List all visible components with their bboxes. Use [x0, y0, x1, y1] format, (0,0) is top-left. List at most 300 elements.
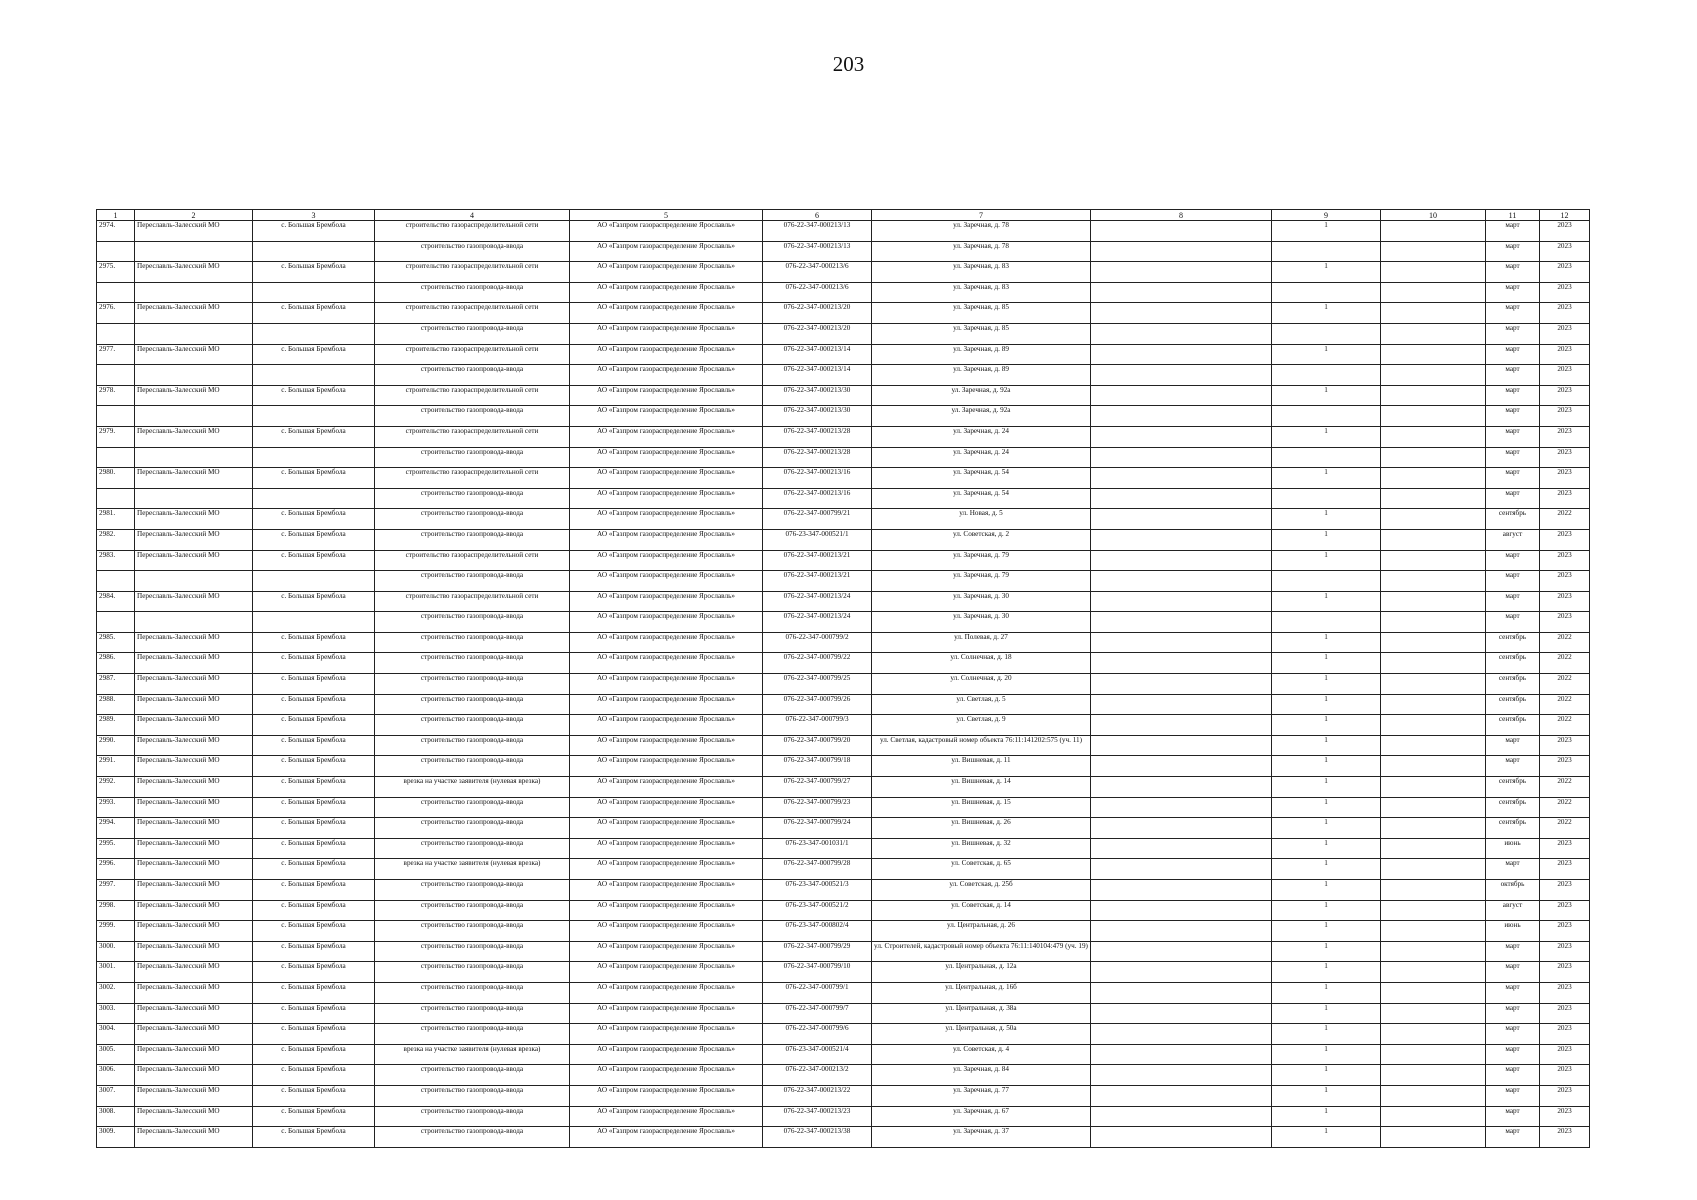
municipality: Переславль-Залесский МО — [135, 1024, 253, 1045]
settlement: с. Большая Брембола — [253, 777, 375, 798]
empty-cell — [1381, 900, 1486, 921]
contract-number: 076-22-347-000213/6 — [763, 282, 872, 303]
empty-cell — [1381, 406, 1486, 427]
organization: АО «Газпром газораспределение Ярославль» — [570, 365, 763, 386]
municipality: Переславль-Залесский МО — [135, 653, 253, 674]
empty-cell — [1381, 777, 1486, 798]
organization: АО «Газпром газораспределение Ярославль» — [570, 385, 763, 406]
month: сентябрь — [1486, 777, 1540, 798]
contract-number: 076-22-347-000213/20 — [763, 303, 872, 324]
empty-cell — [1091, 1044, 1272, 1065]
row-number: 2981. — [97, 509, 135, 530]
organization: АО «Газпром газораспределение Ярославль» — [570, 303, 763, 324]
organization: АО «Газпром газораспределение Ярославль» — [570, 262, 763, 283]
quantity — [1272, 406, 1381, 427]
organization: АО «Газпром газораспределение Ярославль» — [570, 323, 763, 344]
settlement: с. Большая Брембола — [253, 941, 375, 962]
quantity — [1272, 612, 1381, 633]
work-type: строительство газораспределительной сети — [375, 385, 570, 406]
organization: АО «Газпром газораспределение Ярославль» — [570, 694, 763, 715]
row-number: 2975. — [97, 262, 135, 283]
month: март — [1486, 591, 1540, 612]
year: 2023 — [1540, 1044, 1590, 1065]
empty-cell — [1381, 591, 1486, 612]
empty-cell — [1091, 921, 1272, 942]
table-row — [97, 447, 1590, 468]
work-type: строительство газопровода-ввода — [375, 1106, 570, 1127]
organization: АО «Газпром газораспределение Ярославль» — [570, 1127, 763, 1148]
table-row — [97, 323, 1590, 344]
year: 2023 — [1540, 941, 1590, 962]
column-header: 11 — [1486, 210, 1540, 221]
settlement: с. Большая Брембола — [253, 900, 375, 921]
organization: АО «Газпром газораспределение Ярославль» — [570, 921, 763, 942]
contract-number: 076-23-347-001031/1 — [763, 838, 872, 859]
year: 2023 — [1540, 612, 1590, 633]
address: ул. Центральная, д. 50а — [872, 1024, 1091, 1045]
settlement — [253, 241, 375, 262]
contract-number: 076-22-347-000213/23 — [763, 1106, 872, 1127]
work-type: строительство газораспределительной сети — [375, 344, 570, 365]
work-type: строительство газопровода-ввода — [375, 900, 570, 921]
month: август — [1486, 529, 1540, 550]
organization: АО «Газпром газораспределение Ярославль» — [570, 571, 763, 592]
address: ул. Вишневая, д. 32 — [872, 838, 1091, 859]
empty-cell — [1381, 365, 1486, 386]
empty-cell — [1381, 1003, 1486, 1024]
settlement: с. Большая Брембола — [253, 674, 375, 695]
contract-number: 076-23-347-000521/1 — [763, 529, 872, 550]
address: ул. Заречная, д. 92а — [872, 406, 1091, 427]
row-number: 2991. — [97, 756, 135, 777]
table-row — [97, 262, 1590, 283]
municipality — [135, 612, 253, 633]
quantity: 1 — [1272, 1003, 1381, 1024]
month: март — [1486, 941, 1540, 962]
quantity: 1 — [1272, 426, 1381, 447]
row-number: 2990. — [97, 735, 135, 756]
table-row — [97, 221, 1590, 242]
month: март — [1486, 323, 1540, 344]
organization: АО «Газпром газораспределение Ярославль» — [570, 591, 763, 612]
table-row — [97, 859, 1590, 880]
quantity: 1 — [1272, 653, 1381, 674]
empty-cell — [1091, 241, 1272, 262]
organization: АО «Газпром газораспределение Ярославль» — [570, 1024, 763, 1045]
work-type: строительство газопровода-ввода — [375, 921, 570, 942]
quantity: 1 — [1272, 385, 1381, 406]
work-type: строительство газопровода-ввода — [375, 1024, 570, 1045]
month: сентябрь — [1486, 818, 1540, 839]
row-number: 3008. — [97, 1106, 135, 1127]
table-row — [97, 385, 1590, 406]
municipality: Переславль-Залесский МО — [135, 591, 253, 612]
column-header: 4 — [375, 210, 570, 221]
settlement: с. Большая Брембола — [253, 385, 375, 406]
empty-cell — [1091, 632, 1272, 653]
month: сентябрь — [1486, 509, 1540, 530]
address: ул. Центральная, д. 12а — [872, 962, 1091, 983]
year: 2023 — [1540, 962, 1590, 983]
year: 2023 — [1540, 982, 1590, 1003]
organization: АО «Газпром газораспределение Ярославль» — [570, 777, 763, 798]
year: 2023 — [1540, 221, 1590, 242]
table-row — [97, 488, 1590, 509]
month: сентябрь — [1486, 674, 1540, 695]
data-table — [96, 209, 1590, 1148]
year: 2023 — [1540, 323, 1590, 344]
contract-number: 076-22-347-000799/26 — [763, 694, 872, 715]
row-number: 2979. — [97, 426, 135, 447]
organization: АО «Газпром газораспределение Ярославль» — [570, 982, 763, 1003]
municipality: Переславль-Залесский МО — [135, 674, 253, 695]
settlement: с. Большая Брембола — [253, 818, 375, 839]
address: ул. Заречная, д. 54 — [872, 488, 1091, 509]
table-row — [97, 529, 1590, 550]
table-row — [97, 591, 1590, 612]
table-row — [97, 468, 1590, 489]
quantity: 1 — [1272, 674, 1381, 695]
contract-number: 076-22-347-000213/28 — [763, 447, 872, 468]
address: ул. Центральная, д. 38а — [872, 1003, 1091, 1024]
empty-cell — [1381, 880, 1486, 901]
empty-cell — [1381, 694, 1486, 715]
contract-number: 076-22-347-000213/13 — [763, 241, 872, 262]
contract-number: 076-22-347-000799/6 — [763, 1024, 872, 1045]
address: ул. Заречная, д. 77 — [872, 1085, 1091, 1106]
organization: АО «Газпром газораспределение Ярославль» — [570, 756, 763, 777]
work-type: строительство газопровода-ввода — [375, 941, 570, 962]
column-header: 7 — [872, 210, 1091, 221]
empty-cell — [1091, 303, 1272, 324]
month: март — [1486, 426, 1540, 447]
empty-cell — [1091, 1085, 1272, 1106]
empty-cell — [1381, 941, 1486, 962]
settlement: с. Большая Брембола — [253, 859, 375, 880]
column-header: 6 — [763, 210, 872, 221]
empty-cell — [1381, 1106, 1486, 1127]
empty-cell — [1091, 344, 1272, 365]
column-header: 12 — [1540, 210, 1590, 221]
empty-cell — [1091, 653, 1272, 674]
empty-cell — [1091, 406, 1272, 427]
work-type: строительство газопровода-ввода — [375, 1085, 570, 1106]
address: ул. Заречная, д. 79 — [872, 571, 1091, 592]
quantity: 1 — [1272, 1127, 1381, 1148]
row-number — [97, 406, 135, 427]
contract-number: 076-22-347-000799/28 — [763, 859, 872, 880]
row-number: 2976. — [97, 303, 135, 324]
contract-number: 076-22-347-000799/29 — [763, 941, 872, 962]
organization: АО «Газпром газораспределение Ярославль» — [570, 735, 763, 756]
month: март — [1486, 1044, 1540, 1065]
organization: АО «Газпром газораспределение Ярославль» — [570, 406, 763, 427]
empty-cell — [1381, 468, 1486, 489]
row-number: 2999. — [97, 921, 135, 942]
year: 2023 — [1540, 1024, 1590, 1045]
row-number — [97, 241, 135, 262]
contract-number: 076-22-347-000799/25 — [763, 674, 872, 695]
row-number — [97, 488, 135, 509]
work-type: строительство газопровода-ввода — [375, 571, 570, 592]
empty-cell — [1091, 1024, 1272, 1045]
work-type: строительство газопровода-ввода — [375, 406, 570, 427]
work-type: строительство газопровода-ввода — [375, 632, 570, 653]
settlement — [253, 612, 375, 633]
month: июнь — [1486, 838, 1540, 859]
organization: АО «Газпром газораспределение Ярославль» — [570, 715, 763, 736]
settlement — [253, 323, 375, 344]
settlement: с. Большая Брембола — [253, 529, 375, 550]
quantity: 1 — [1272, 880, 1381, 901]
table-row — [97, 241, 1590, 262]
empty-cell — [1381, 344, 1486, 365]
empty-cell — [1381, 509, 1486, 530]
work-type: строительство газопровода-ввода — [375, 447, 570, 468]
table-row — [97, 1003, 1590, 1024]
row-number: 3007. — [97, 1085, 135, 1106]
address: ул. Заречная, д. 37 — [872, 1127, 1091, 1148]
contract-number: 076-22-347-000799/1 — [763, 982, 872, 1003]
contract-number: 076-22-347-000799/20 — [763, 735, 872, 756]
empty-cell — [1091, 1003, 1272, 1024]
municipality: Переславль-Залесский МО — [135, 797, 253, 818]
quantity: 1 — [1272, 859, 1381, 880]
table-row — [97, 1044, 1590, 1065]
municipality: Переславль-Залесский МО — [135, 1044, 253, 1065]
municipality: Переславль-Залесский МО — [135, 221, 253, 242]
month: март — [1486, 962, 1540, 983]
year: 2022 — [1540, 653, 1590, 674]
address: ул. Строителей, кадастровый номер объекта 76:11:140104:479 (уч. 19) — [872, 941, 1091, 962]
address: ул. Заречная, д. 78 — [872, 241, 1091, 262]
year: 2023 — [1540, 921, 1590, 942]
month: март — [1486, 447, 1540, 468]
contract-number: 076-22-347-000799/22 — [763, 653, 872, 674]
municipality — [135, 406, 253, 427]
column-header: 9 — [1272, 210, 1381, 221]
contract-number: 076-22-347-000213/21 — [763, 571, 872, 592]
municipality: Переславль-Залесский МО — [135, 756, 253, 777]
row-number: 2992. — [97, 777, 135, 798]
settlement: с. Большая Брембола — [253, 921, 375, 942]
table-row — [97, 426, 1590, 447]
organization: АО «Газпром газораспределение Ярославль» — [570, 1085, 763, 1106]
settlement: с. Большая Брембола — [253, 344, 375, 365]
address: ул. Светлая, д. 5 — [872, 694, 1091, 715]
month: март — [1486, 612, 1540, 633]
work-type: строительство газопровода-ввода — [375, 694, 570, 715]
quantity: 1 — [1272, 632, 1381, 653]
empty-cell — [1381, 756, 1486, 777]
empty-cell — [1381, 612, 1486, 633]
settlement: с. Большая Брембола — [253, 694, 375, 715]
settlement: с. Большая Брембола — [253, 550, 375, 571]
municipality: Переславль-Залесский МО — [135, 962, 253, 983]
month: октябрь — [1486, 880, 1540, 901]
year: 2023 — [1540, 756, 1590, 777]
row-number: 3006. — [97, 1065, 135, 1086]
empty-cell — [1381, 241, 1486, 262]
quantity — [1272, 571, 1381, 592]
contract-number: 076-22-347-000213/38 — [763, 1127, 872, 1148]
organization: АО «Газпром газораспределение Ярославль» — [570, 612, 763, 633]
address: ул. Светлая, д. 9 — [872, 715, 1091, 736]
empty-cell — [1091, 426, 1272, 447]
empty-cell — [1381, 323, 1486, 344]
empty-cell — [1091, 735, 1272, 756]
organization: АО «Газпром газораспределение Ярославль» — [570, 797, 763, 818]
organization: АО «Газпром газораспределение Ярославль» — [570, 1106, 763, 1127]
contract-number: 076-22-347-000213/13 — [763, 221, 872, 242]
empty-cell — [1381, 1085, 1486, 1106]
organization: АО «Газпром газораспределение Ярославль» — [570, 880, 763, 901]
month: март — [1486, 550, 1540, 571]
address: ул. Вишневая, д. 26 — [872, 818, 1091, 839]
empty-cell — [1091, 323, 1272, 344]
work-type: строительство газораспределительной сети — [375, 468, 570, 489]
header-row — [97, 210, 1590, 221]
quantity: 1 — [1272, 303, 1381, 324]
organization: АО «Газпром газораспределение Ярославль» — [570, 447, 763, 468]
empty-cell — [1381, 282, 1486, 303]
municipality: Переславль-Залесский МО — [135, 344, 253, 365]
empty-cell — [1091, 365, 1272, 386]
work-type: строительство газопровода-ввода — [375, 735, 570, 756]
year: 2023 — [1540, 1003, 1590, 1024]
table-row — [97, 653, 1590, 674]
work-type: строительство газопровода-ввода — [375, 982, 570, 1003]
month: сентябрь — [1486, 694, 1540, 715]
table-row — [97, 550, 1590, 571]
municipality: Переславль-Залесский МО — [135, 777, 253, 798]
empty-cell — [1381, 1024, 1486, 1045]
settlement: с. Большая Брембола — [253, 591, 375, 612]
empty-cell — [1091, 777, 1272, 798]
row-number: 2998. — [97, 900, 135, 921]
settlement: с. Большая Брембола — [253, 1044, 375, 1065]
month: август — [1486, 900, 1540, 921]
contract-number: 076-22-347-000213/22 — [763, 1085, 872, 1106]
year: 2023 — [1540, 1085, 1590, 1106]
table-row — [97, 756, 1590, 777]
organization: АО «Газпром газораспределение Ярославль» — [570, 653, 763, 674]
month: март — [1486, 406, 1540, 427]
table-row — [97, 1106, 1590, 1127]
year: 2023 — [1540, 591, 1590, 612]
organization: АО «Газпром газораспределение Ярославль» — [570, 221, 763, 242]
settlement: с. Большая Брембола — [253, 509, 375, 530]
organization: АО «Газпром газораспределение Ярославль» — [570, 1003, 763, 1024]
empty-cell — [1091, 715, 1272, 736]
year: 2022 — [1540, 715, 1590, 736]
organization: АО «Газпром газораспределение Ярославль» — [570, 426, 763, 447]
municipality: Переславль-Залесский МО — [135, 303, 253, 324]
address: ул. Заречная, д. 54 — [872, 468, 1091, 489]
year: 2022 — [1540, 509, 1590, 530]
table-row — [97, 962, 1590, 983]
work-type: строительство газораспределительной сети — [375, 262, 570, 283]
quantity: 1 — [1272, 735, 1381, 756]
address: ул. Вишневая, д. 11 — [872, 756, 1091, 777]
address: ул. Центральная, д. 16б — [872, 982, 1091, 1003]
work-type: строительство газопровода-ввода — [375, 880, 570, 901]
month: март — [1486, 282, 1540, 303]
table-row — [97, 632, 1590, 653]
address: ул. Заречная, д. 30 — [872, 612, 1091, 633]
empty-cell — [1381, 1065, 1486, 1086]
month: сентябрь — [1486, 653, 1540, 674]
month: март — [1486, 221, 1540, 242]
organization: АО «Газпром газораспределение Ярославль» — [570, 674, 763, 695]
empty-cell — [1091, 1065, 1272, 1086]
work-type: строительство газопровода-ввода — [375, 529, 570, 550]
contract-number: 076-22-347-000213/30 — [763, 406, 872, 427]
empty-cell — [1091, 591, 1272, 612]
municipality: Переславль-Залесский МО — [135, 1127, 253, 1148]
empty-cell — [1381, 674, 1486, 695]
month: июнь — [1486, 921, 1540, 942]
month: март — [1486, 468, 1540, 489]
organization: АО «Газпром газораспределение Ярославль» — [570, 838, 763, 859]
empty-cell — [1091, 468, 1272, 489]
empty-cell — [1091, 838, 1272, 859]
settlement — [253, 571, 375, 592]
contract-number: 076-22-347-000213/21 — [763, 550, 872, 571]
work-type: строительство газопровода-ввода — [375, 1127, 570, 1148]
quantity — [1272, 282, 1381, 303]
year: 2023 — [1540, 571, 1590, 592]
quantity: 1 — [1272, 797, 1381, 818]
settlement: с. Большая Брембола — [253, 262, 375, 283]
empty-cell — [1381, 1044, 1486, 1065]
municipality: Переславль-Залесский МО — [135, 694, 253, 715]
address: ул. Заречная, д. 30 — [872, 591, 1091, 612]
year: 2022 — [1540, 674, 1590, 695]
municipality: Переславль-Залесский МО — [135, 715, 253, 736]
month: март — [1486, 1065, 1540, 1086]
address: ул. Солнечная, д. 18 — [872, 653, 1091, 674]
municipality: Переславль-Залесский МО — [135, 426, 253, 447]
empty-cell — [1381, 921, 1486, 942]
work-type: врезка на участке заявителя (нулевая врезка) — [375, 859, 570, 880]
table-row — [97, 612, 1590, 633]
year: 2023 — [1540, 1106, 1590, 1127]
quantity: 1 — [1272, 1085, 1381, 1106]
year: 2023 — [1540, 838, 1590, 859]
quantity — [1272, 241, 1381, 262]
municipality: Переславль-Залесский МО — [135, 1065, 253, 1086]
year: 2023 — [1540, 241, 1590, 262]
work-type: строительство газопровода-ввода — [375, 509, 570, 530]
table-row — [97, 797, 1590, 818]
empty-cell — [1381, 221, 1486, 242]
settlement: с. Большая Брембола — [253, 1127, 375, 1148]
month: март — [1486, 385, 1540, 406]
settlement: с. Большая Брембола — [253, 962, 375, 983]
quantity: 1 — [1272, 818, 1381, 839]
row-number: 2980. — [97, 468, 135, 489]
municipality: Переславль-Залесский МО — [135, 1085, 253, 1106]
row-number: 3000. — [97, 941, 135, 962]
empty-cell — [1091, 1127, 1272, 1148]
empty-cell — [1091, 859, 1272, 880]
contract-number: 076-22-347-000799/23 — [763, 797, 872, 818]
quantity: 1 — [1272, 529, 1381, 550]
municipality: Переславль-Залесский МО — [135, 735, 253, 756]
quantity — [1272, 488, 1381, 509]
table-row — [97, 365, 1590, 386]
